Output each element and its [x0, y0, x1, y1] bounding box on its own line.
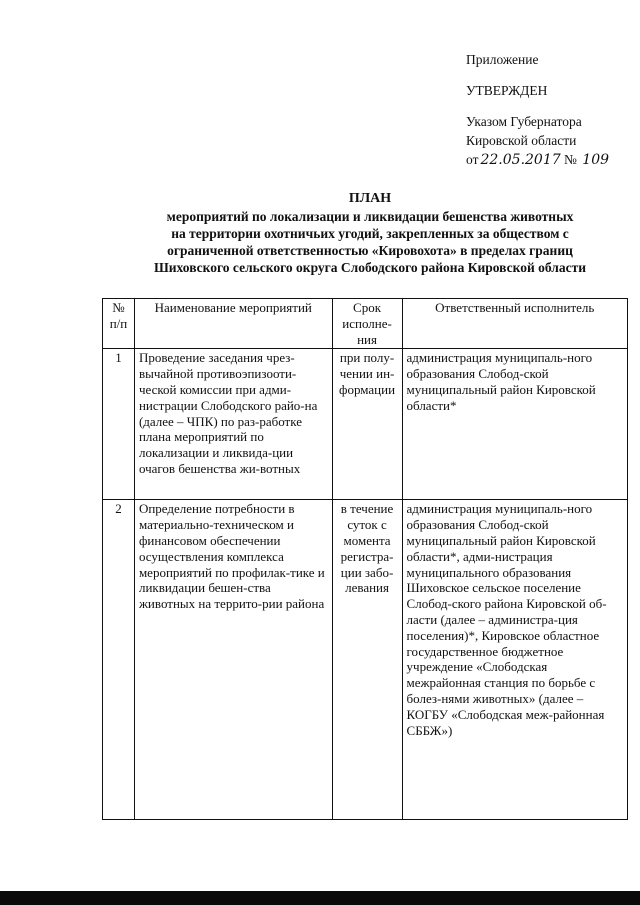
- row-term: в течение суток с момента регистра-ции забо-левания: [332, 500, 402, 820]
- row-number: 1: [103, 349, 135, 500]
- plan-table: [102, 298, 628, 820]
- header-name: Наименование мероприятий: [134, 299, 332, 349]
- number-label: №: [564, 152, 577, 167]
- decree-number: 109: [582, 152, 610, 168]
- appendix-label: Приложение: [466, 52, 539, 67]
- decree-line-2: Кировской области: [466, 133, 577, 148]
- table-header-row: [103, 299, 628, 349]
- row-activity: Определение потребности в материально-техническом и финансовом обеспечении осуществления комплекса мероприятий по профилак-тике и ликвидации бешен-ства животных на террито-рии района: [134, 500, 332, 820]
- decree-line-1: Указом Губернатора: [466, 114, 582, 129]
- title-line-1: мероприятий по локализации и ликвидации бешенства животных: [166, 209, 574, 224]
- row-responsible: администрация муниципаль-ного образования Слобод-ской муниципальный район Кировской области*, адми-нистрация муниципального образования Шиховское сельское поселение Слобод-ского района Кировской об-ласти (далее – администра-ция поселения)*, Кировское областное государственное бюджетное учреждение «Слободская межрайонная станция по борьбе с болез-нями животных» (далее – КОГБУ «Слободская меж-районная СББЖ»): [402, 500, 627, 820]
- decree-date-line: [466, 150, 609, 170]
- approval-block: [466, 50, 609, 170]
- decree-date: 22.05.2017: [480, 152, 561, 168]
- title-plan: ПЛАН: [348, 191, 392, 206]
- row-term: при полу-чении ин-формации: [332, 349, 402, 500]
- row-responsible: администрация муниципаль-ного образования Слобод-ской муниципальный район Кировской области*: [402, 349, 627, 500]
- table-row: [103, 349, 628, 500]
- table-row: [103, 500, 628, 820]
- header-num: № п/п: [103, 299, 135, 349]
- scan-bottom-edge: [0, 891, 640, 905]
- header-term: Срок исполне-ния: [332, 299, 402, 349]
- title-line-3: ограниченной ответственностью «Кировохота» в пределах границ: [167, 243, 573, 258]
- approved-label: УТВЕРЖДЕН: [466, 83, 548, 98]
- from-label: от: [466, 152, 479, 167]
- row-number: 2: [103, 500, 135, 820]
- title-line-4: Шиховского сельского округа Слободского района Кировской области: [153, 260, 587, 275]
- row-activity: Проведение заседания чрез-вычайной противоэпизооти-ческой комиссии при адми-нистрации Слободского райо-на (далее – ЧПК) по раз-работке плана мероприятий по локализации и ликвида-ции очагов бешенства жи-вотных: [134, 349, 332, 500]
- document-title: [100, 190, 640, 276]
- header-responsible: Ответственный исполнитель: [402, 299, 627, 349]
- title-line-2: на территории охотничьих угодий, закрепленных за обществом с: [171, 226, 569, 241]
